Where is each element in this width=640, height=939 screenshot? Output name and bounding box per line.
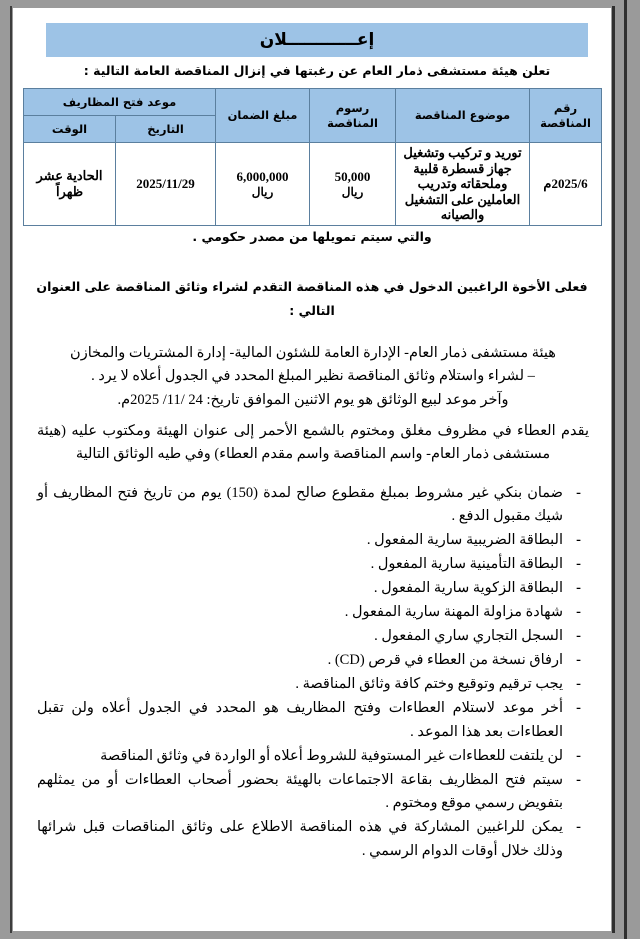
cell-subject: توريد و تركيب وتشغيل جهاز قسطرة قلبية وملحقاته وتدريب العاملين على التشغيل والصيانه <box>396 143 530 226</box>
list-item: - ارفاق نسخة من العطاء في قرص (CD) . <box>37 649 589 672</box>
page-left-edge <box>10 6 12 933</box>
list-item: - ضمان بنكي غير مشروط بمبلغ مقطوع صالح لمدة (150) يوم من تاريخ فتح المظاريف أو شيك مقبول الدفع . <box>37 482 589 529</box>
list-item: - شهادة مزاولة المهنة سارية المفعول . <box>37 601 589 624</box>
address-line-1: هيئة مستشفى ذمار العام- الإدارة العامة للشئون المالية- إدارة المشتريات والمخازن <box>70 345 556 361</box>
address-block <box>43 342 583 412</box>
cell-fee-currency: ريال <box>341 184 364 199</box>
invitation-note <box>34 275 590 323</box>
list-item: - يجب ترقيم وتوقيع وختم كافة وثائق المناقصة . <box>37 673 589 696</box>
header-time: الوقت <box>24 116 116 143</box>
announcement-subtitle: تعلن هيئة مستشفى ذمار العام عن رغبتها في إنزال المناقصة العامة التالية : <box>83 63 551 78</box>
cell-fee-amount: 50,000 <box>334 168 371 184</box>
header-tender-no: رقم المناقصة <box>530 89 602 143</box>
header-guarantee: مبلغ الضمان <box>216 89 310 143</box>
list-item: - سيتم فتح المظاريف بقاعة الاجتماعات بالهيئة بحضور أصحاب العطاءات أو من يمثلهم بتفويض رسمي موقع ومختوم . <box>37 769 589 816</box>
announcement-banner <box>46 23 588 57</box>
cell-tender-no: 2025/6م <box>530 143 602 226</box>
cell-guarantee-amount: 6,000,000 <box>236 168 289 184</box>
cell-guarantee-currency: ريال <box>251 184 274 199</box>
address-line-3: وآخر موعد لبيع الوثائق هو يوم الاثنين الموافق تاريخ: 24 /11/ 2025م. <box>117 391 509 408</box>
cell-guarantee <box>216 143 310 226</box>
list-item: - السجل التجاري ساري المفعول . <box>37 625 589 648</box>
cell-fee <box>310 143 396 226</box>
list-item: - لن يلتفت للعطاءات غير المستوفية للشروط أعلاه أو الواردة في وثائق المناقصة <box>37 745 589 768</box>
header-fee: رسوم المناقصة <box>310 89 396 143</box>
cell-time: الحادية عشر ظهراً <box>24 143 116 226</box>
table-row <box>24 143 602 226</box>
tender-table <box>23 88 602 226</box>
cell-date: 2025/11/29 <box>116 143 216 226</box>
list-item: - أخر موعد لاستلام العطاءات وفتح المظاريف هو المحدد في الجدول أعلاه ولن تقبل العطاءات بعد هذا الموعد . <box>37 697 589 744</box>
funding-note: والتي سيتم تمويلها من مصدر حكومي . <box>192 229 432 244</box>
invitation-line-1: فعلى الأخوة الراغبين الدخول في هذه المناقصة التقدم لشراء وثائق المناقصة على العنوان <box>36 279 588 294</box>
address-line-2: – لشراء واستلام وثائق المناقصة نظير المبلغ المحدد في الجدول أعلاه لا يرد . <box>91 368 535 385</box>
list-item: - البطاقة التأمينية سارية المفعول . <box>37 553 589 576</box>
header-subject: موضوع المناقصة <box>396 89 530 143</box>
list-item: - يمكن للراغبين المشاركة في هذه المناقصة الاطلاع على وثائق المناقصات قبل شرائها وذلك خلال أوقات الدوام الرسمي . <box>37 816 589 863</box>
document-page <box>13 8 611 931</box>
announcement-title: إعــــــــــــلان <box>259 30 375 50</box>
page-outer-right-edge <box>624 0 627 939</box>
header-date: التاريخ <box>116 116 216 143</box>
header-envelope-opening: موعد فتح المظاريف <box>24 89 216 116</box>
list-item: - البطاقة الزكوية سارية المفعول . <box>37 577 589 600</box>
table-header-row <box>24 89 602 116</box>
invitation-line-2: التالي : <box>289 302 335 318</box>
required-documents-list <box>37 482 589 864</box>
offer-submission-paragraph: يقدم العطاء في مظروف مغلق ومختوم بالشمع الأحمر إلى عنوان الهيئة ومكتوب عليه (هيئة مستشفى ذمار العام- واسم المناقصة واسم مقدم العطاء) وفي طيه الوثائق التالية <box>37 423 589 463</box>
list-item: - البطاقة الضريبية سارية المفعول . <box>37 529 589 552</box>
page-right-edge <box>612 6 615 933</box>
